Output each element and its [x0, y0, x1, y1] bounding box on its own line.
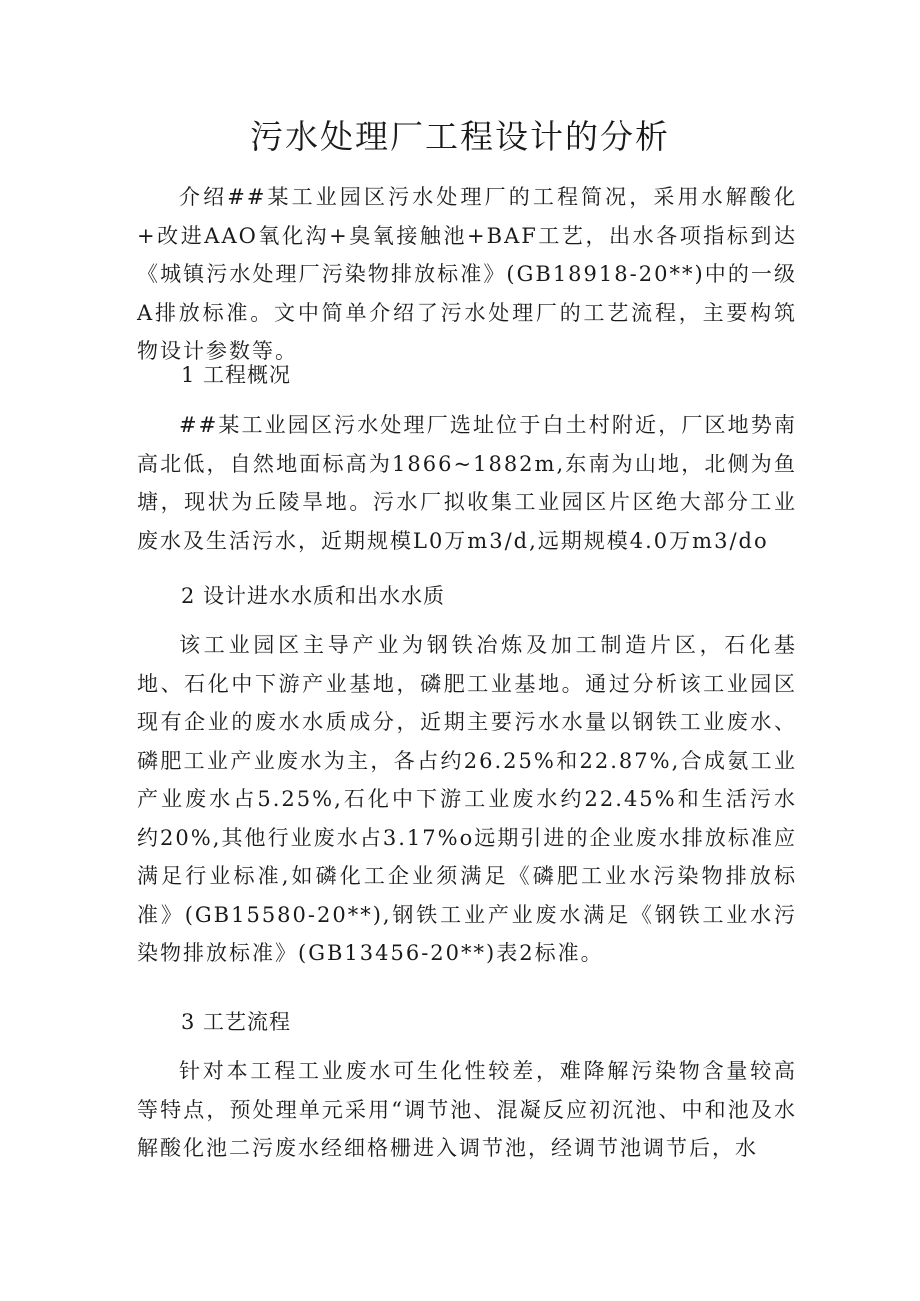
section-2-heading: 2 设计进水水质和出水水质	[181, 584, 446, 608]
document-title: 污水处理厂工程设计的分析	[250, 117, 670, 156]
section-3-body: 针对本工程工业废水可生化性较差，难降解污染物含量较高等特点，预处理单元采用“调节池、混凝反应初沉池、中和池及水解酸化池二污废水经细格栅进入调节池，经调节池调节后，水	[137, 1059, 797, 1160]
section-1-body: ##某工业园区污水处理厂选址位于白土村附近，厂区地势南高北低，自然地面标高为1866~1882m,东南为山地，北侧为鱼塘，现状为丘陵旱地。污水厂拟收集工业园区片区绝大部分工业废水及生活污水，近期规模L0万m3/d,远期规模4.0万m3/do	[137, 413, 797, 553]
intro-paragraph: 介绍##某工业园区污水处理厂的工程简况，采用水解酸化+改进AAO氧化沟+臭氧接触池+BAF工艺，出水各项指标到达《城镇污水处理厂污染物排放标准》(GB18918-20**)中的一级A排放标准。文中简单介绍了污水处理厂的工艺流程，主要构筑物设计参数等。	[137, 185, 797, 363]
section-2-body: 该工业园区主导产业为钢铁冶炼及加工制造片区，石化基地、石化中下游产业基地，磷肥工业基地。通过分析该工业园区现有企业的废水水质成分，近期主要污水水量以钢铁工业废水、磷肥工业产业废水为主，各占约26.25%和22.87%,合成氨工业产业废水占5.25%,石化中下游工业废水约22.45%和生活污水约20%,其他行业废水占3.17%o远期引进的企业废水排放标准应满足行业标准,如磷化工企业须满足《磷肥工业水污染物排放标准》(GB15580-20**),钢铁工业产业废水满足《钢铁工业水污染物排放标准》(GB13456-20**)表2标准。	[137, 633, 797, 965]
section-1-heading: 1 工程概况	[181, 363, 292, 387]
section-3-heading: 3 工艺流程	[181, 1010, 292, 1034]
